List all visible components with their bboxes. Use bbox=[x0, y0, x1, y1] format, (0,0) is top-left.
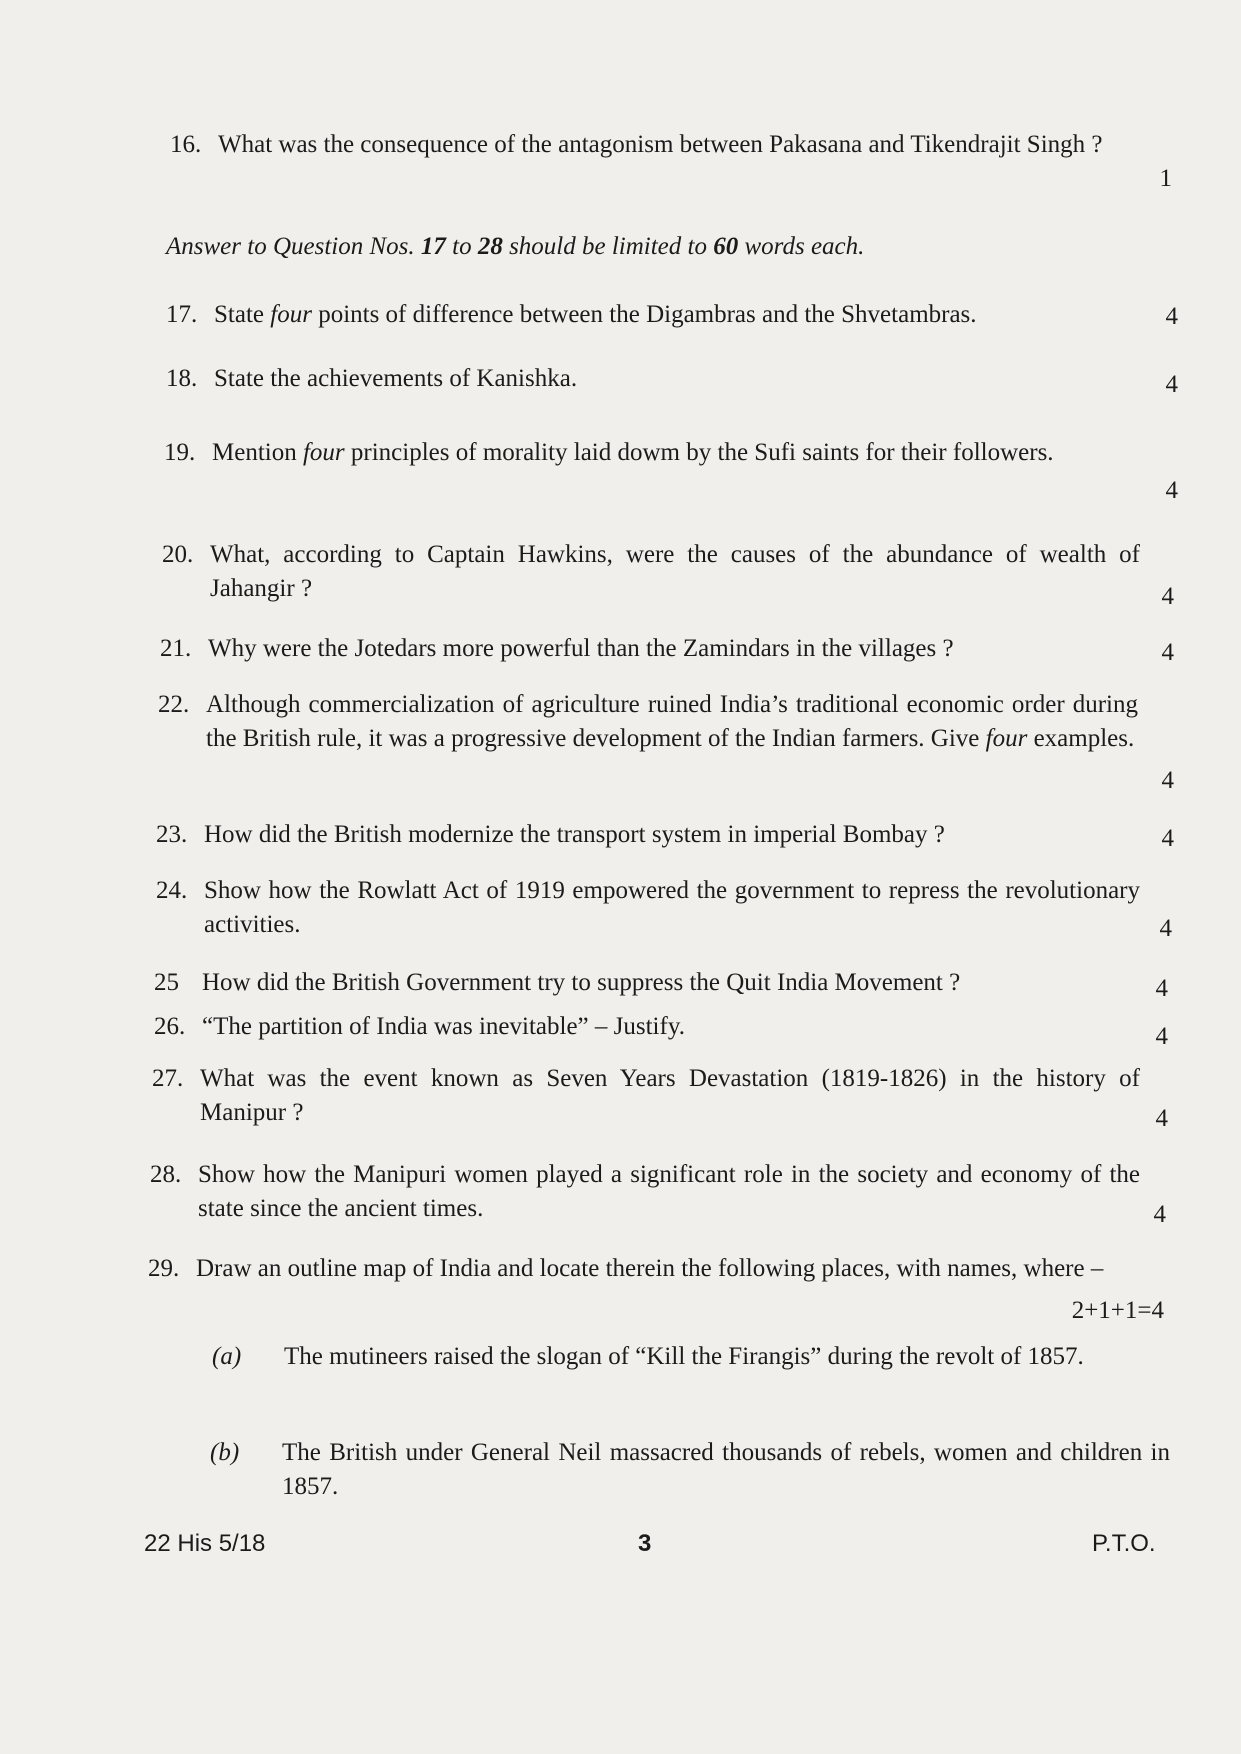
question-number: 23. bbox=[156, 821, 188, 848]
question-text: Draw an outline map of India and locate therein the following places, with names, where – bbox=[196, 1255, 1104, 1282]
question-number: 27. bbox=[152, 1065, 184, 1092]
question-text: Why were the Jotedars more powerful than the Zamindars in the villages ? bbox=[208, 635, 954, 662]
question-19 bbox=[164, 436, 1188, 508]
question-marks: 4 bbox=[1165, 477, 1178, 504]
question-marks: 4 bbox=[1153, 1201, 1166, 1228]
question-29 bbox=[148, 1252, 1188, 1332]
question-marks: 4 bbox=[1161, 639, 1174, 666]
question-27 bbox=[152, 1062, 1188, 1134]
question-26 bbox=[154, 1010, 1188, 1050]
question-text: What was the consequence of the antagonism between Pakasana and Tikendrajit Singh ? bbox=[218, 131, 1103, 158]
question-number: 26. bbox=[154, 1013, 186, 1040]
question-text: State four points of difference between the Digambras and the Shvetambras. bbox=[214, 301, 977, 328]
question-28 bbox=[150, 1158, 1188, 1230]
question-marks: 4 bbox=[1155, 1023, 1168, 1050]
question-marks: 4 bbox=[1165, 303, 1178, 330]
question-number: 20. bbox=[162, 541, 194, 568]
question-number: 16. bbox=[170, 131, 202, 158]
question-text: Mention four principles of morality laid dowm by the Sufi saints for their followers. bbox=[212, 439, 1054, 466]
question-23 bbox=[156, 818, 1188, 858]
question-text: Show how the Rowlatt Act of 1919 empowered the government to repress the revolutionary activities. bbox=[204, 877, 1140, 938]
sub-item-b bbox=[210, 1436, 1172, 1508]
question-text: “The partition of India was inevitable” – Justify. bbox=[202, 1013, 685, 1040]
sub-item-text: The mutineers raised the slogan of “Kill the Firangis” during the revolt of 1857. bbox=[284, 1343, 1084, 1370]
question-22 bbox=[158, 688, 1188, 798]
question-number: 25 bbox=[154, 969, 179, 996]
paper-code: 22 His 5/18 bbox=[144, 1530, 266, 1557]
question-text: How did the British Government try to suppress the Quit India Movement ? bbox=[202, 969, 961, 996]
question-text: How did the British modernize the transport system in imperial Bombay ? bbox=[204, 821, 945, 848]
answer-instruction: Answer to Question Nos. 17 to 28 should be limited to 60 words each. bbox=[166, 233, 865, 260]
question-marks: 4 bbox=[1165, 371, 1178, 398]
question-21 bbox=[160, 632, 1188, 672]
question-20 bbox=[162, 538, 1188, 610]
question-17 bbox=[166, 298, 1190, 338]
question-marks: 4 bbox=[1159, 915, 1172, 942]
question-number: 21. bbox=[160, 635, 192, 662]
question-text: Although commercialization of agriculture ruined India’s traditional economic order during the British rule, it was a progressive development of the Indian farmers. Give four examples. bbox=[206, 691, 1138, 752]
question-marks: 4 bbox=[1155, 975, 1168, 1002]
page-number: 3 bbox=[638, 1530, 652, 1557]
question-text: Show how the Manipuri women played a significant role in the society and economy of the state since the ancient times. bbox=[198, 1161, 1140, 1222]
sub-item-a bbox=[212, 1340, 1172, 1412]
question-marks: 4 bbox=[1161, 825, 1174, 852]
question-text: What, according to Captain Hawkins, were the causes of the abundance of wealth of Jahangir ? bbox=[210, 541, 1140, 602]
question-number: 28. bbox=[150, 1161, 182, 1188]
question-marks: 1 bbox=[1159, 165, 1172, 192]
question-16 bbox=[170, 128, 1190, 208]
sub-item-text: The British under General Neil massacred thousands of rebels, women and children in 1857. bbox=[282, 1439, 1170, 1500]
sub-item-label: (a) bbox=[212, 1343, 242, 1370]
question-text: What was the event known as Seven Years Devastation (1819-1826) in the history of Manipur ? bbox=[200, 1065, 1140, 1126]
pto-label: P.T.O. bbox=[1092, 1530, 1156, 1557]
question-marks: 2+1+1=4 bbox=[1071, 1297, 1164, 1324]
question-number: 19. bbox=[164, 439, 196, 466]
question-number: 18. bbox=[166, 365, 198, 392]
question-18 bbox=[166, 362, 1190, 402]
question-marks: 4 bbox=[1161, 767, 1174, 794]
question-number: 22. bbox=[158, 691, 190, 718]
question-25 bbox=[154, 966, 1188, 1006]
question-marks: 4 bbox=[1161, 583, 1174, 610]
question-number: 29. bbox=[148, 1255, 180, 1282]
question-marks: 4 bbox=[1155, 1105, 1168, 1132]
question-number: 17. bbox=[166, 301, 198, 328]
question-24 bbox=[156, 874, 1188, 946]
question-text: State the achievements of Kanishka. bbox=[214, 365, 578, 392]
sub-item-label: (b) bbox=[210, 1439, 240, 1466]
question-number: 24. bbox=[156, 877, 188, 904]
